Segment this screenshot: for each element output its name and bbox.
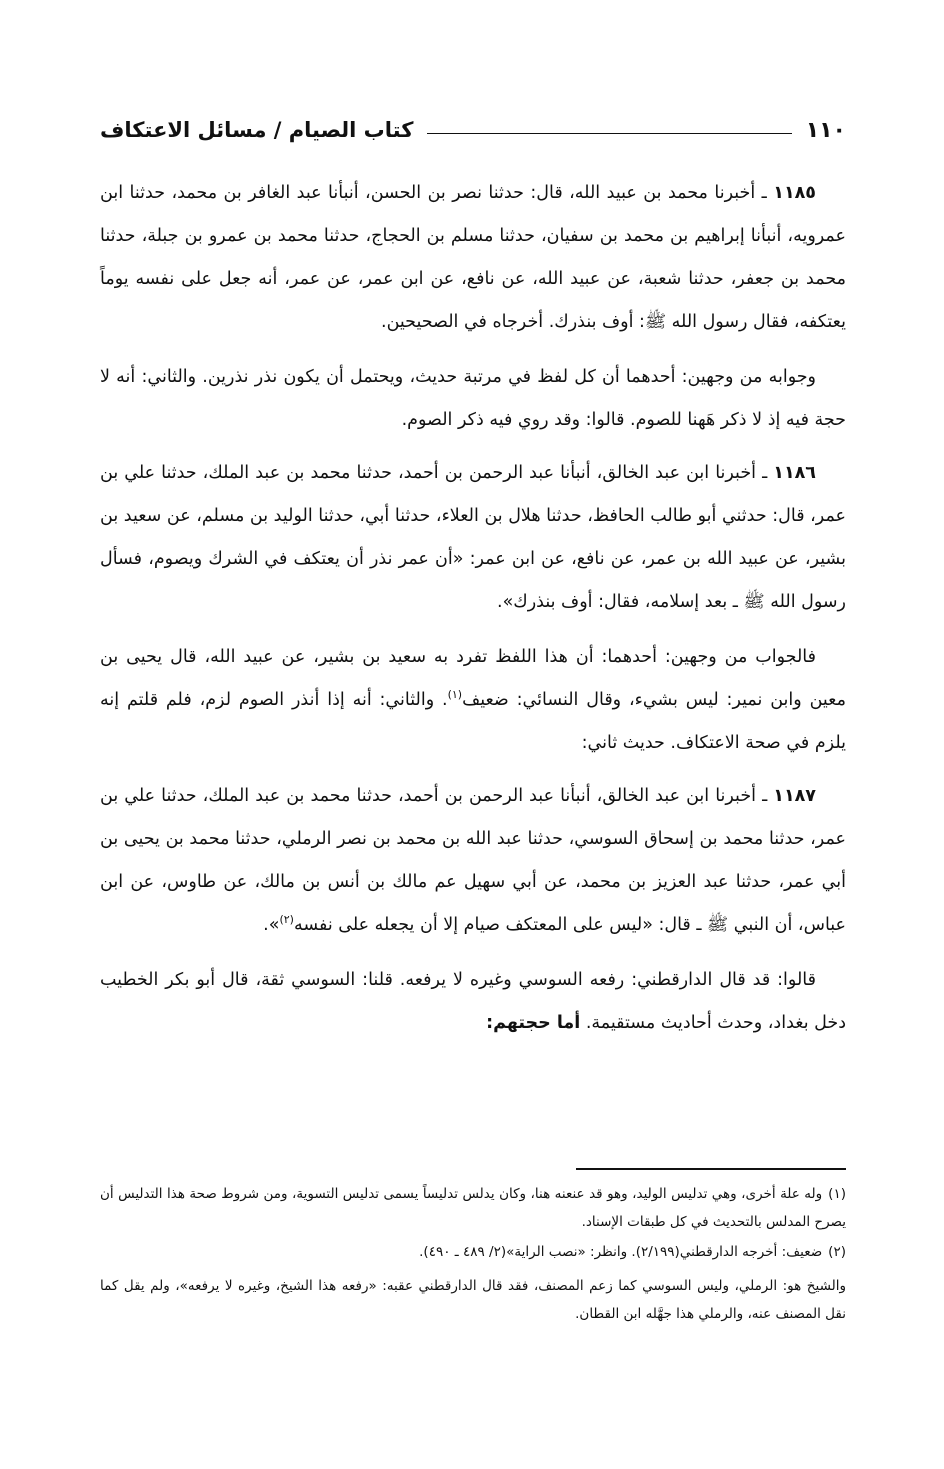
hadith-text: ـ أخبرنا ابن عبد الخالق، أنبأنا عبد الرحمن بن أحمد، حدثنا محمد بن عبد الملك، حدثنا علي بن عمر، قال: حدثني أبو طالب الحافظ، حدثنا هلال بن العلاء، حدثنا أبي، حدثنا الوليد بن مسلم، عن سعيد بن بشير، عن عبيد الله بن عمر، عن نافع، عن ابن عمر: «أن عمر نذر أن يعتكف في الشرك ويصوم، فسأل رسول الله ﷺ ـ بعد إسلامه، فقال: أوف بنذرك». [100,463,846,612]
paragraph-text: وجوابه من وجهين: أحدهما أن كل لفظ في مرتبة حديث، ويحتمل أن يكون نذر نذرين. والثاني: أنه لا حجة فيه إذ لا ذكر هَهنا للصوم. قالوا: وقد روي فيه ذكر الصوم. [100,367,846,430]
footnote-number: (١) [828,1186,846,1202]
footnote-1 [100,1180,846,1236]
hadith-text: ـ أخبرنا محمد بن عبيد الله، قال: حدثنا نصر بن الحسن، أنبأنا عبد الغافر بن محمد، حدثنا ابن عمرويه، أنبأنا إبراهيم بن محمد بن سفيان، حدثنا مسلم بن الحجاج، حدثنا محمد بن عمرو بن جبلة، حدثنا محمد بن جعفر، حدثنا شعبة، عن عبيد الله، عن نافع، عن ابن عمر، عن عمر، أنه جعل على نفسه يوماً يعتكفه، فقال رسول الله ﷺ: أوف بنذرك. أخرجاه في الصحيحين. [100,183,846,332]
hadith-number: ١١٨٦ [773,463,816,483]
bold-phrase: أما حجتهم: [486,1013,581,1033]
footnote-2-continuation [100,1272,846,1328]
answer-paragraph-3 [100,959,846,1045]
footnote-text: ضعيف: أخرجه الدارقطني(٢/١٩٩). وانظر: «نصب الراية»(٢/ ٤٨٩ ـ ٤٩٠). [419,1244,823,1260]
paragraph-text: قالوا: قد قال الدارقطني: رفعه السوسي وغيره لا يرفعه. قلنا: السوسي ثقة، قال أبو بكر الخطيب دخل بغداد، وحدث أحاديث مستقيمة. [100,970,846,1033]
footnote-text: وله علة أخرى، وهي تدليس الوليد، وهو قد عنعنه هنا، وكان يدلس تدليساً يسمى تدليس التسوية، ومن شروط صحة هذا التدليس أن يصرح المدلس بالتحديث في كل طبقات الإسناد. [100,1186,846,1230]
footnote-ref-2[interactable]: (٢) [279,913,294,927]
hadith-1185 [100,172,846,344]
paragraph-text: . والثاني: أنه إذا أنذر الصوم لزم، فلم قلتم إنه يلزم في صحة الاعتكاف. حديث ثاني: [100,690,846,753]
header-rule [427,133,791,134]
hadith-1187 [100,775,846,947]
footnote-ref-1[interactable]: (١) [447,688,463,702]
answer-paragraph-1 [100,356,846,442]
running-header [100,110,846,150]
hadith-number: ١١٨٧ [773,786,816,806]
footnote-number: (٢) [828,1244,846,1260]
footnote-text: والشيخ هو: الرملي، وليس السوسي كما زعم المصنف، فقد قال الدارقطني عقبه: «رفعه هذا الشيخ، وغيره لا يرفعه»، ولم يقل كما نقل المصنف عنه، والرملي هذا جهَّله ابن القطان. [100,1278,846,1322]
footnote-2 [100,1238,846,1266]
page-number: ١١٠ [805,117,846,143]
hadith-number: ١١٨٥ [773,183,816,203]
main-text [100,172,846,1055]
hadith-1186 [100,452,846,624]
running-title: كتاب الصيام / مسائل الاعتكاف [100,118,414,142]
answer-paragraph-2 [100,636,846,765]
hadith-text: ». [263,915,280,935]
footnotes [100,1180,846,1330]
hadith-text: ـ أخبرنا ابن عبد الخالق، أنبأنا عبد الرحمن بن أحمد، حدثنا محمد بن عبد الملك، حدثنا علي بن عمر، حدثنا محمد بن إسحاق السوسي، حدثنا عبد الله بن محمد بن نصر الرملي، حدثنا محمد بن يحيى بن أبي عمر، حدثنا عبد العزيز بن محمد، عن أبي سهيل عم مالك بن أنس بن مالك، عن طاوس، عن ابن عباس، أن النبي ﷺ ـ قال: «ليس على المعتكف صيام إلا أن يجعله على نفسه [100,786,846,935]
paragraph-text: فالجواب من وجهين: أحدهما: أن هذا اللفظ تفرد به سعيد بن بشير، عن عبيد الله، قال يحيى بن معين وابن نمير: ليس بشيء، وقال النسائي: ضعيف [100,647,847,710]
footnote-rule [576,1168,846,1170]
